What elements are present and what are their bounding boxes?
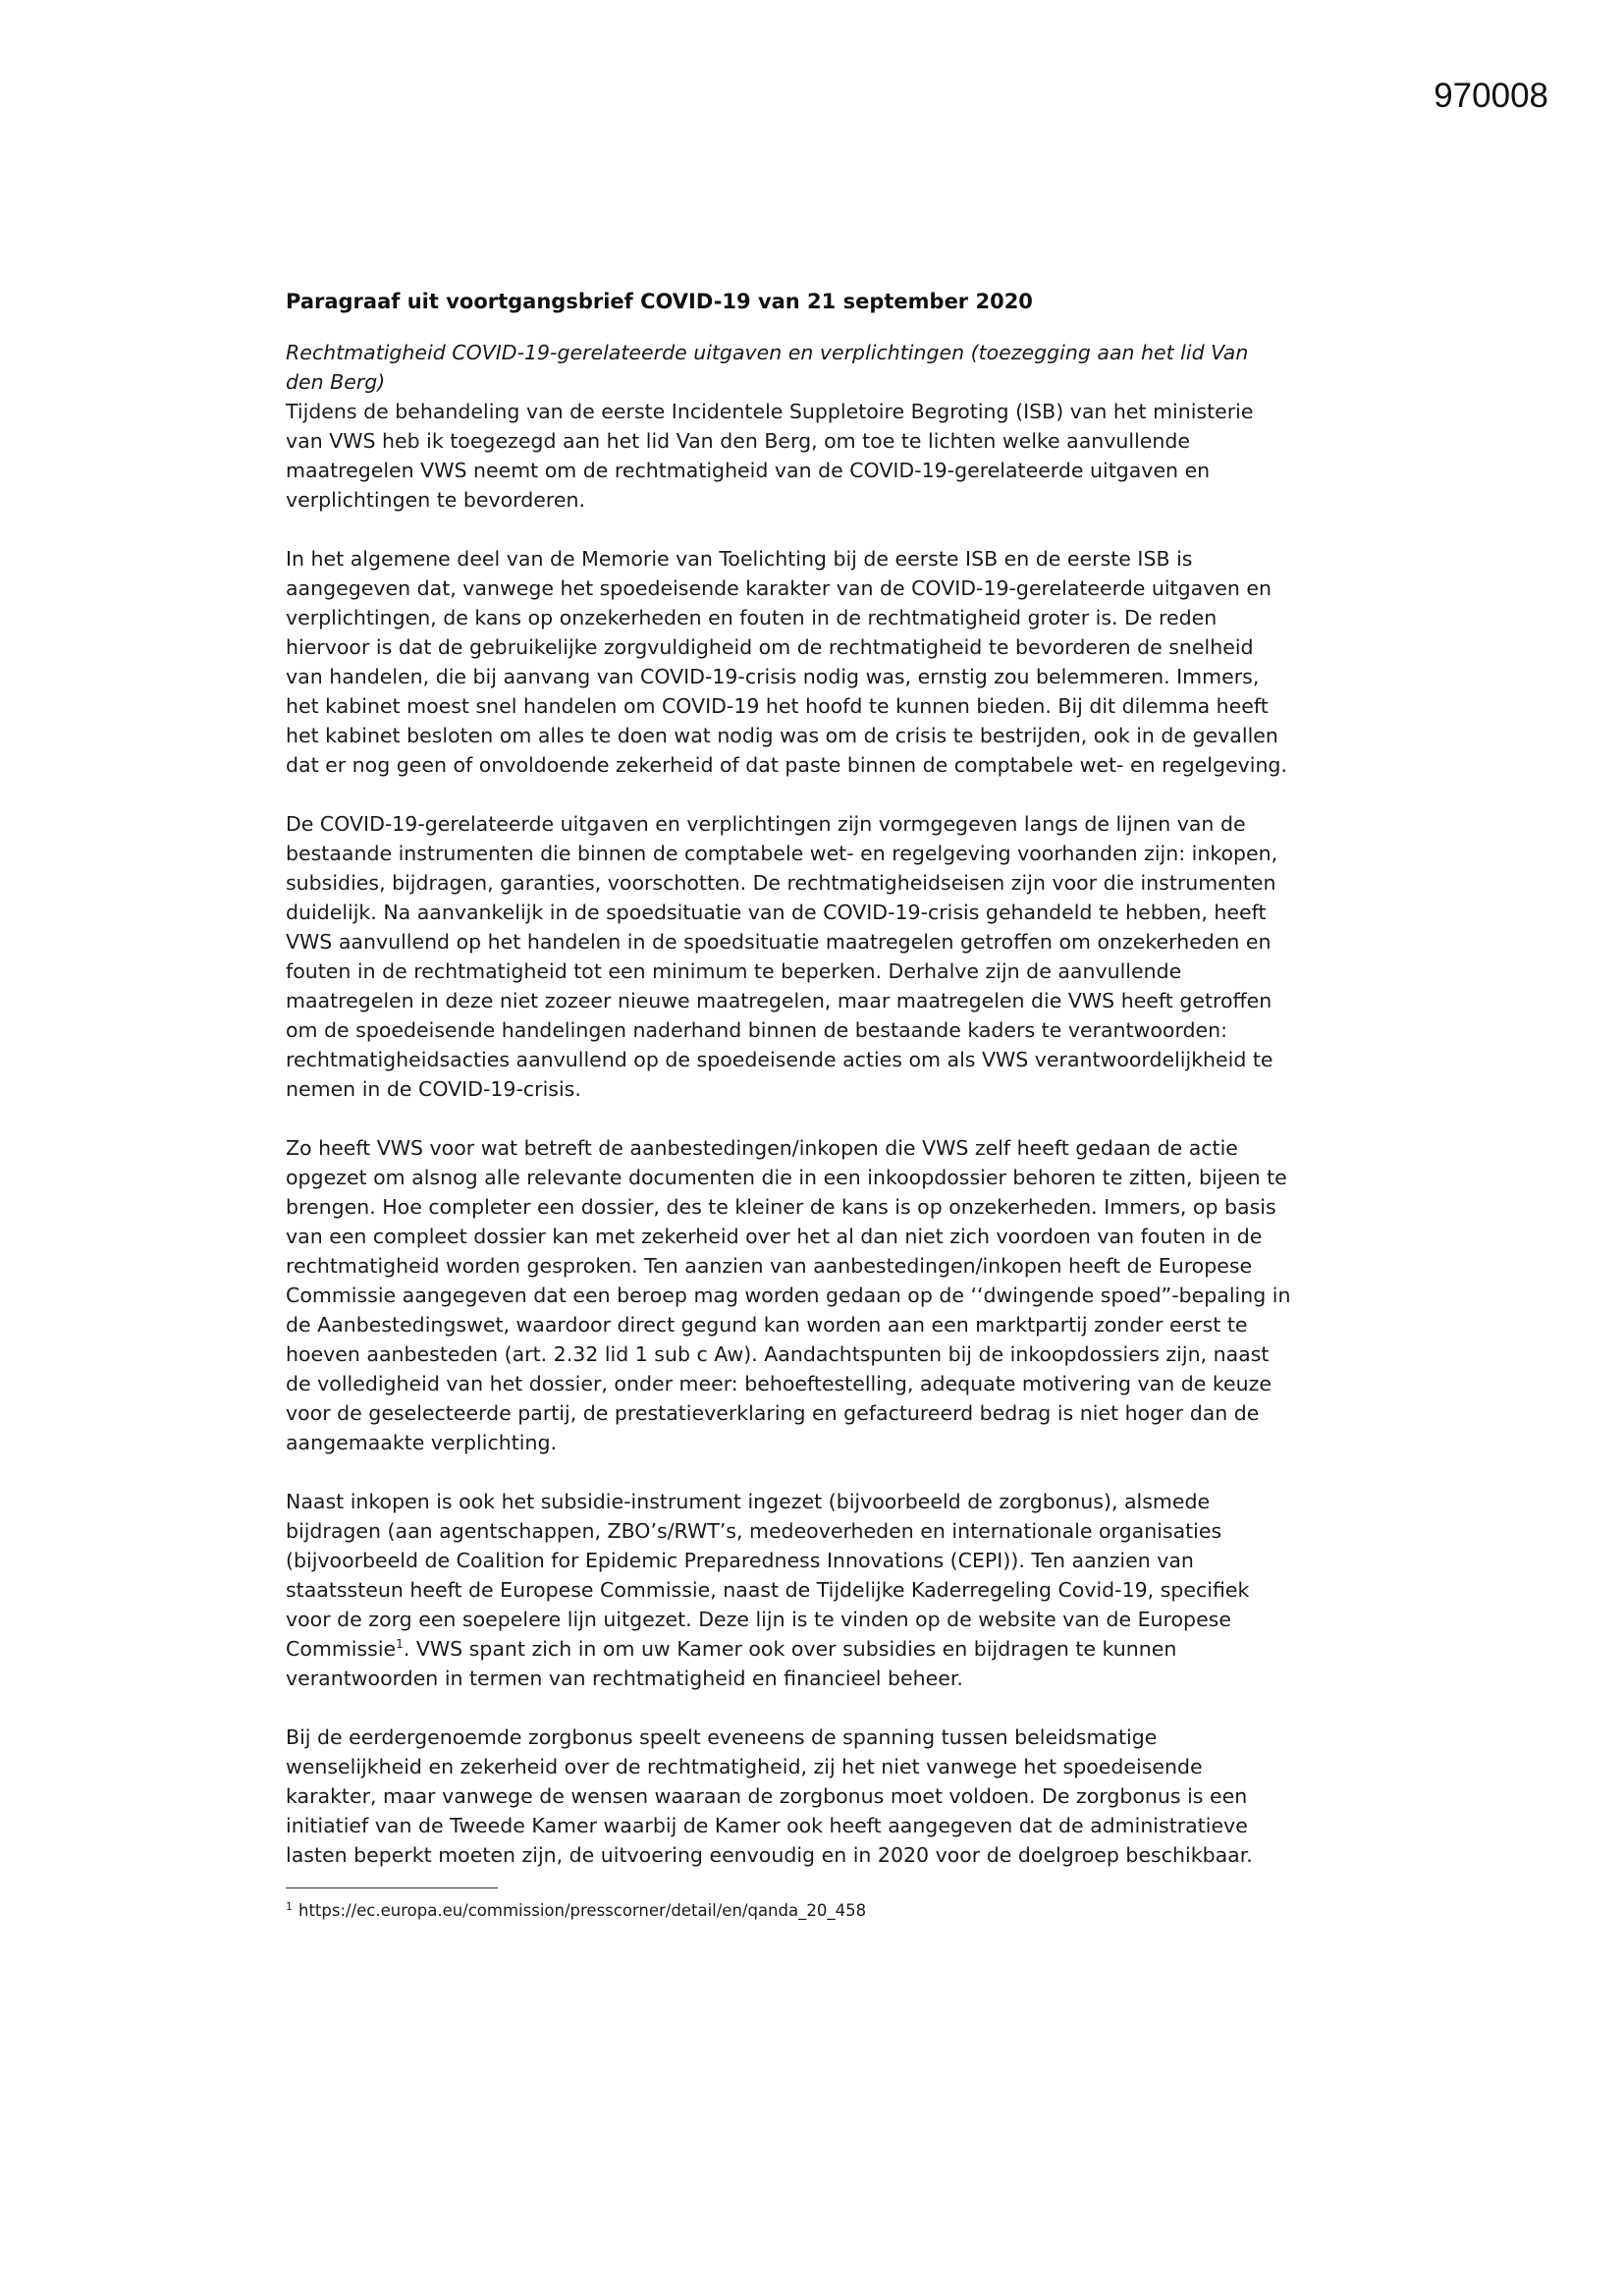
text-line: De COVID-19-gerelateerde uitgaven en verplichtingen zijn vormgegeven langs de lijnen van de [286, 812, 1246, 836]
text-line: van VWS heb ik toegezegd aan het lid Van den Berg, om toe te lichten welke aanvullende [286, 429, 1191, 453]
text-line: wenselijkheid en zekerheid over de rechtmatigheid, zij het niet vanwege het spoedeisende [286, 1755, 1203, 1778]
text-line: de Aanbestedingswet, waardoor direct gegund kan worden aan een marktpartij zonder eerst te [286, 1313, 1248, 1337]
text-line: fouten in de rechtmatigheid tot een minimum te beperken. Derhalve zijn de aanvullende [286, 959, 1182, 983]
document-number: 970008 [1434, 77, 1548, 115]
text-line [286, 1634, 1346, 1664]
text-line: van een compleet dossier kan met zekerheid over het al dan niet zich voordoen van fouten in de [286, 1225, 1263, 1248]
text-line: VWS aanvullend op het handelen in de spoedsituatie maatregelen getroffen om onzekerheden en [286, 930, 1272, 954]
footnote-separator [286, 1887, 498, 1888]
text-line: voor de zorg een soepelere lijn uitgezet. Deze lijn is te vinden op de website van de Europese [286, 1608, 1231, 1631]
text-line: van handelen, die bij aanvang van COVID-19-crisis nodig was, ernstig zou belemmeren. Immers, [286, 665, 1260, 688]
footnote-link[interactable]: https://ec.europa.eu/commission/presscorner/detail/en/qanda_20_458 [298, 1901, 867, 1920]
subtitle-line: Rechtmatigheid COVID-19-gerelateerde uitgaven en verplichtingen (toezegging aan het lid Van [286, 341, 1249, 364]
text-line: het kabinet besloten om alles te doen wat nodig was om de crisis te bestrijden, ook in de gevallen [286, 724, 1278, 747]
footnote [286, 1899, 866, 1923]
text-line: karakter, maar vanwege de wensen waaraan de zorgbonus moet voldoen. De zorgbonus is een [286, 1784, 1248, 1808]
text-line: hiervoor is dat de gebruikelijke zorgvuldigheid om de rechtmatigheid te bevorderen de snelheid [286, 635, 1254, 659]
text-line: aangegeven dat, vanwege het spoedeisende karakter van de COVID-19-gerelateerde uitgaven en [286, 576, 1272, 600]
paragraph [286, 1487, 1346, 1693]
text-line: dat er nog geen of onvoldoende zekerheid of dat paste binnen de comptabele wet- en regelgeving. [286, 753, 1287, 777]
text-line: In het algemene deel van de Memorie van Toelichting bij de eerste ISB en de eerste ISB is [286, 547, 1193, 571]
text-line: voor de geselecteerde partij, de prestatieverklaring en gefactureerd bedrag is niet hoger dan de [286, 1401, 1260, 1425]
paragraph [286, 1722, 1346, 1870]
text-line: bijdragen (aan agentschappen, ZBO’s/RWT’s, medeoverheden en internationale organisaties [286, 1519, 1222, 1543]
page-title: Paragraaf uit voortgangsbrief COVID-19 van 21 september 2020 [286, 290, 1033, 313]
text-line: bestaande instrumenten die binnen de comptabele wet- en regelgeving voorhanden zijn: inkopen, [286, 842, 1278, 865]
text-line: Tijdens de behandeling van de eerste Incidentele Suppletoire Begroting (ISB) van het ministerie [286, 400, 1254, 423]
footnote-reference[interactable]: 1 [396, 1637, 404, 1652]
text-line: om de spoedeisende handelingen naderhand binnen de bestaande kaders te verantwoorden: [286, 1018, 1228, 1042]
text-line: maatregelen VWS neemt om de rechtmatigheid van de COVID-19-gerelateerde uitgaven en [286, 459, 1211, 482]
subtitle-line: den Berg) [286, 370, 386, 394]
text-line: subsidies, bijdragen, garanties, voorschotten. De rechtmatigheidseisen zijn voor die instrumenten [286, 871, 1276, 895]
paragraph [286, 809, 1346, 1104]
text-line: nemen in de COVID-19-crisis. [286, 1077, 581, 1101]
text-line: duidelijk. Na aanvankelijk in de spoedsituatie van de COVID-19-crisis gehandeld te hebben, heeft [286, 901, 1267, 924]
text-segment: Commissie [286, 1637, 397, 1661]
text-line: aangemaakte verplichting. [286, 1431, 557, 1454]
text-line: rechtmatigheidsacties aanvullend op de spoedeisende acties om als VWS verantwoordelijkheid te [286, 1048, 1273, 1071]
document-body [286, 287, 1346, 1899]
text-line: Naast inkopen is ook het subsidie-instrument ingezet (bijvoorbeeld de zorgbonus), alsmede [286, 1490, 1211, 1513]
paragraph [286, 1133, 1346, 1457]
text-line: (bijvoorbeeld de Coalition for Epidemic Preparedness Innovations (CEPI)). Ten aanzien van [286, 1549, 1194, 1572]
text-line: lasten beperkt moeten zijn, de uitvoering eenvoudig en in 2020 voor de doelgroep beschikbaar. [286, 1843, 1253, 1867]
text-line: verantwoorden in termen van rechtmatigheid en financieel beheer. [286, 1667, 963, 1690]
text-line: Zo heeft VWS voor wat betreft de aanbestedingen/inkopen die VWS zelf heeft gedaan de actie [286, 1136, 1238, 1160]
footnote-marker: 1 [286, 1899, 293, 1913]
paragraph [286, 544, 1346, 780]
text-line: maatregelen in deze niet zozeer nieuwe maatregelen, maar maatregelen die VWS heeft getroffen [286, 989, 1272, 1012]
text-line: verplichtingen, de kans op onzekerheden en fouten in de rechtmatigheid groter is. De reden [286, 606, 1218, 629]
text-line: Commissie aangegeven dat een beroep mag worden gedaan op de ‘‘dwingende spoed”-bepaling in [286, 1284, 1291, 1307]
text-line: verplichtingen te bevorderen. [286, 488, 585, 512]
text-segment: . VWS spant zich in om uw Kamer ook over subsidies en bijdragen te kunnen [403, 1637, 1177, 1661]
intro-paragraph [286, 338, 1346, 515]
text-line: de volledigheid van het dossier, onder meer: behoeftestelling, adequate motivering van de keuze [286, 1372, 1272, 1395]
text-line: opgezet om alsnog alle relevante documenten die in een inkoopdossier behoren te zitten, bijeen te [286, 1166, 1287, 1189]
text-line: staatssteun heeft de Europese Commissie, naast de Tijdelijke Kaderregeling Covid-19, specifiek [286, 1578, 1250, 1602]
text-line: brengen. Hoe completer een dossier, des te kleiner de kans is op onzekerheden. Immers, op basis [286, 1195, 1276, 1219]
text-line: hoeven aanbesteden (art. 2.32 lid 1 sub c Aw). Aandachtspunten bij de inkoopdossiers zijn, naast [286, 1342, 1270, 1366]
text-line: rechtmatigheid worden gesproken. Ten aanzien van aanbestedingen/inkopen heeft de Europese [286, 1254, 1253, 1278]
text-line: het kabinet moest snel handelen om COVID-19 het hoofd te kunnen bieden. Bij dit dilemma heeft [286, 694, 1269, 718]
text-line: initiatief van de Tweede Kamer waarbij de Kamer ook heeft aangegeven dat de administratieve [286, 1814, 1248, 1837]
text-line: Bij de eerdergenoemde zorgbonus speelt eveneens de spanning tussen beleidsmatige [286, 1725, 1158, 1749]
